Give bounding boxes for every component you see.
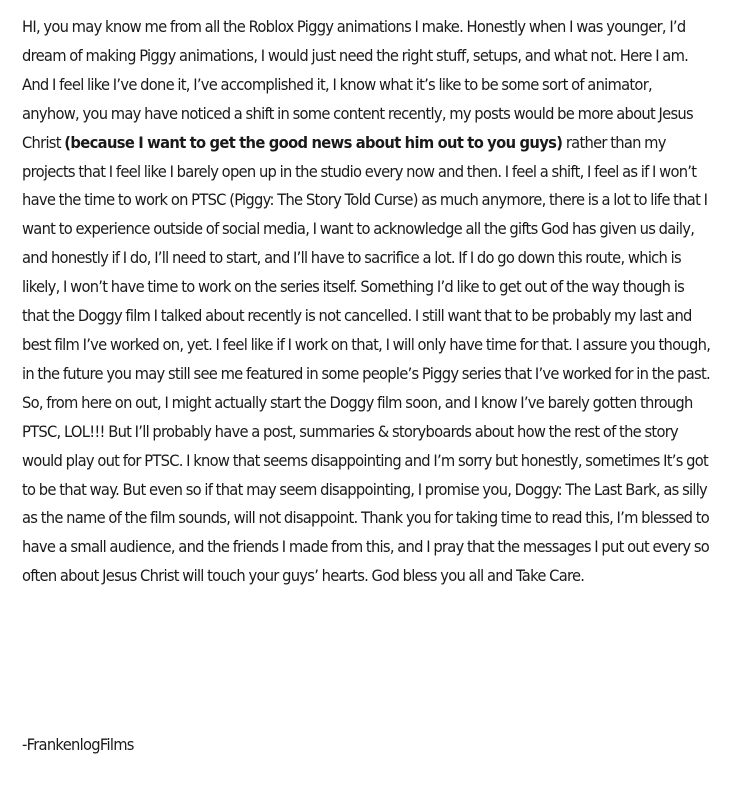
post-text-emphasis: (because I want to get the good news about him out to you guys) — [64, 132, 563, 152]
post-body — [22, 13, 712, 591]
author-signature: -FrankenlogFilms — [22, 735, 134, 754]
post-text-continued: rather than my projects that I feel like I barely open up in the studio every now and then. I feel a shift, I feel as if I won’t have the time to work on PTSC (Piggy: The Story Told Curse) as much anymore, there is a lot to life that I want to experience outside of social media, I want to acknowledge all the gifts God has given us daily, and honestly if I do, I’ll need to start, and I’ll have to sacrifice a lot. If I do go down this route, which is likely, I won’t have time to work on the series itself. Something I’d like to get out of the way though is that the Doggy film I talked about recently is not cancelled. I still want that to be probably my last and best film I’ve worked on, yet. I feel like if I work on that, I will only have time for that. I assure you though, in the future you may still see me featured in some people’s Piggy series that I’ve worked for in the past. So, from here on out, I might actually start the Doggy film soon, and I know I’ve barely gotten through PTSC, LOL!!! But I’ll probably have a post, summaries & storyboards about how the rest of the story would play out for PTSC. I know that seems disappointing and I’m sorry but honestly, sometimes It’s got to be that way. But even so if that may seem disappointing, I promise you, Doggy: The Last Bark, as silly as the name of the film sounds, will not disappoint. Thank you for taking time to read this, I’m blessed to have a small audience, and the friends I made from this, and I pray that the messages I put out every so often about Jesus Christ will touch your guys’ hearts. God bless you all and Take Care. — [22, 132, 711, 586]
post-text-intro: HI, you may know me from all the Roblox Piggy animations I make. Honestly when I was younger, I’d dream of making Piggy animations, I would just need the right stuff, setups, and what not. Here I am. And I feel like I’ve done it, I’ve accomplished it, I know what it’s like to be some sort of animator, anyhow, you may have noticed a shift in some content recently, my posts would be more about Jesus Christ — [22, 17, 693, 152]
